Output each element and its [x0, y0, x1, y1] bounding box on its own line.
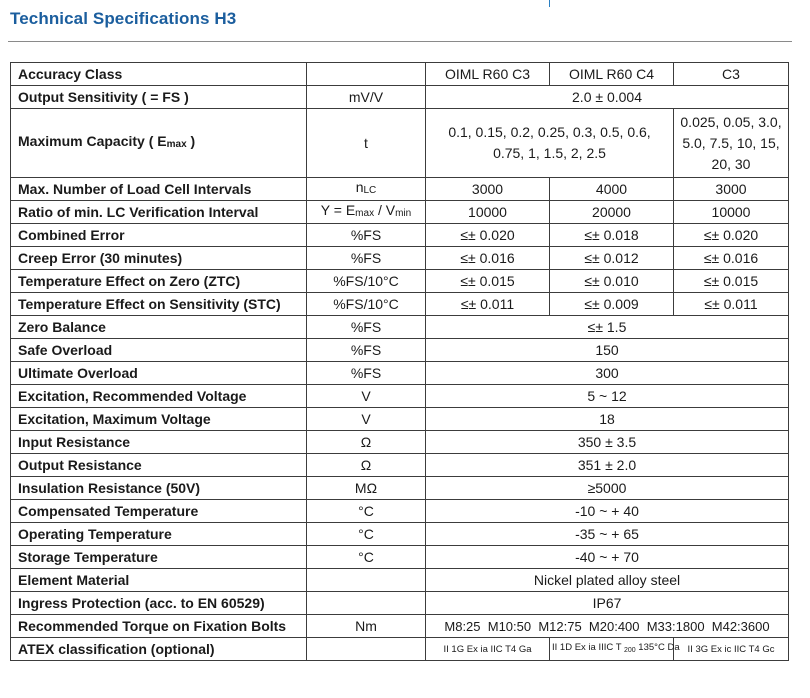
title-divider	[8, 41, 792, 42]
row-value: 150	[426, 339, 789, 362]
table-row	[11, 109, 789, 178]
row-value: ≤± 0.012	[550, 247, 674, 270]
row-label: Input Resistance	[11, 431, 307, 454]
row-unit: %FS/10°C	[307, 270, 426, 293]
row-label: Combined Error	[11, 224, 307, 247]
table-row	[11, 500, 789, 523]
row-value: 3000	[426, 178, 550, 201]
row-label: Temperature Effect on Zero (ZTC)	[11, 270, 307, 293]
specifications-table	[10, 62, 789, 661]
row-unit: %FS	[307, 316, 426, 339]
row-value: ≥5000	[426, 477, 789, 500]
row-unit: Ω	[307, 454, 426, 477]
row-label: Ingress Protection (acc. to EN 60529)	[11, 592, 307, 615]
row-unit: %FS	[307, 339, 426, 362]
table-row	[11, 454, 789, 477]
row-unit: °C	[307, 523, 426, 546]
row-unit	[307, 592, 426, 615]
table-row	[11, 339, 789, 362]
column-header: OIML R60 C3	[426, 63, 550, 86]
row-value: M8:25 M10:50 M12:75 M20:400 M33:1800 M42:3600	[426, 615, 789, 638]
row-unit: %FS	[307, 224, 426, 247]
row-label: Compensated Temperature	[11, 500, 307, 523]
row-unit: °C	[307, 500, 426, 523]
row-value: 350 ± 3.5	[426, 431, 789, 454]
row-label: Safe Overload	[11, 339, 307, 362]
table-row	[11, 63, 789, 86]
row-label: Max. Number of Load Cell Intervals	[11, 178, 307, 201]
row-label: Zero Balance	[11, 316, 307, 339]
row-value: 3000	[674, 178, 789, 201]
row-label: Element Material	[11, 569, 307, 592]
row-value: ≤± 0.016	[674, 247, 789, 270]
row-value: 300	[426, 362, 789, 385]
row-unit: t	[307, 109, 426, 178]
row-value: 4000	[550, 178, 674, 201]
row-unit: Y = Emax / Vmin	[307, 201, 426, 224]
row-value: II 1D Ex ia IIIC T $_{200}$ 135°C Da	[550, 638, 674, 661]
row-value: -40 ~ + 70	[426, 546, 789, 569]
row-unit: %FS	[307, 362, 426, 385]
row-value: II 1G Ex ia IIC T4 Ga	[426, 638, 550, 661]
row-value: ≤± 0.009	[550, 293, 674, 316]
row-value: 20000	[550, 201, 674, 224]
row-label: Ratio of min. LC Verification Interval	[11, 201, 307, 224]
row-label: Output Resistance	[11, 454, 307, 477]
row-value: ≤± 1.5	[426, 316, 789, 339]
table-row	[11, 431, 789, 454]
row-value: 10000	[426, 201, 550, 224]
row-unit: °C	[307, 546, 426, 569]
row-value: -35 ~ + 65	[426, 523, 789, 546]
row-label: Storage Temperature	[11, 546, 307, 569]
row-unit: MΩ	[307, 477, 426, 500]
table-row	[11, 408, 789, 431]
row-value: 2.0 ± 0.004	[426, 86, 789, 109]
table-row	[11, 477, 789, 500]
row-label: Excitation, Maximum Voltage	[11, 408, 307, 431]
row-value: ≤± 0.018	[550, 224, 674, 247]
table-row	[11, 615, 789, 638]
table-row	[11, 270, 789, 293]
row-unit: V	[307, 408, 426, 431]
row-label: Ultimate Overload	[11, 362, 307, 385]
row-value: 5 ~ 12	[426, 385, 789, 408]
row-unit	[307, 638, 426, 661]
table-row	[11, 316, 789, 339]
table-row	[11, 523, 789, 546]
row-label: Creep Error (30 minutes)	[11, 247, 307, 270]
row-label: Output Sensitivity ( = FS )	[11, 86, 307, 109]
row-label: Operating Temperature	[11, 523, 307, 546]
row-unit: %FS/10°C	[307, 293, 426, 316]
row-label: Insulation Resistance (50V)	[11, 477, 307, 500]
table-row	[11, 385, 789, 408]
table-row	[11, 569, 789, 592]
row-value: ≤± 0.015	[426, 270, 550, 293]
table-row	[11, 362, 789, 385]
column-header: C3	[674, 63, 789, 86]
row-unit: %FS	[307, 247, 426, 270]
table-row	[11, 293, 789, 316]
row-label: Accuracy Class	[11, 63, 307, 86]
row-value: ≤± 0.011	[674, 293, 789, 316]
row-value: 18	[426, 408, 789, 431]
row-label: ATEX classification (optional)	[11, 638, 307, 661]
row-label: Maximum Capacity ( Emax )	[11, 109, 307, 178]
row-value: 0.1, 0.15, 0.2, 0.25, 0.3, 0.5, 0.6, 0.75, 1, 1.5, 2, 2.5	[426, 109, 674, 178]
table-row	[11, 86, 789, 109]
table-row	[11, 201, 789, 224]
row-unit: nLC	[307, 178, 426, 201]
row-value: 10000	[674, 201, 789, 224]
row-label: Recommended Torque on Fixation Bolts	[11, 615, 307, 638]
header-accent-mark	[549, 0, 550, 7]
table-row	[11, 546, 789, 569]
row-unit: mV/V	[307, 86, 426, 109]
row-value: II 3G Ex ic IIC T4 Gc	[674, 638, 789, 661]
row-value: Nickel plated alloy steel	[426, 569, 789, 592]
row-value: ≤± 0.020	[674, 224, 789, 247]
column-header: OIML R60 C4	[550, 63, 674, 86]
row-value: ≤± 0.020	[426, 224, 550, 247]
table-row	[11, 592, 789, 615]
row-unit: Ω	[307, 431, 426, 454]
row-value: IP67	[426, 592, 789, 615]
row-unit: Nm	[307, 615, 426, 638]
row-label: Excitation, Recommended Voltage	[11, 385, 307, 408]
row-value: ≤± 0.016	[426, 247, 550, 270]
row-value: ≤± 0.010	[550, 270, 674, 293]
row-unit	[307, 63, 426, 86]
table-row	[11, 224, 789, 247]
row-label: Temperature Effect on Sensitivity (STC)	[11, 293, 307, 316]
row-unit: V	[307, 385, 426, 408]
page-title: Technical Specifications H3	[10, 9, 237, 28]
row-value: -10 ~ + 40	[426, 500, 789, 523]
row-value: ≤± 0.015	[674, 270, 789, 293]
table-row	[11, 247, 789, 270]
row-unit	[307, 569, 426, 592]
row-value: ≤± 0.011	[426, 293, 550, 316]
table-row	[11, 178, 789, 201]
row-value: 351 ± 2.0	[426, 454, 789, 477]
table-row	[11, 638, 789, 661]
row-value: 0.025, 0.05, 3.0, 5.0, 7.5, 10, 15, 20, 30	[674, 109, 789, 178]
